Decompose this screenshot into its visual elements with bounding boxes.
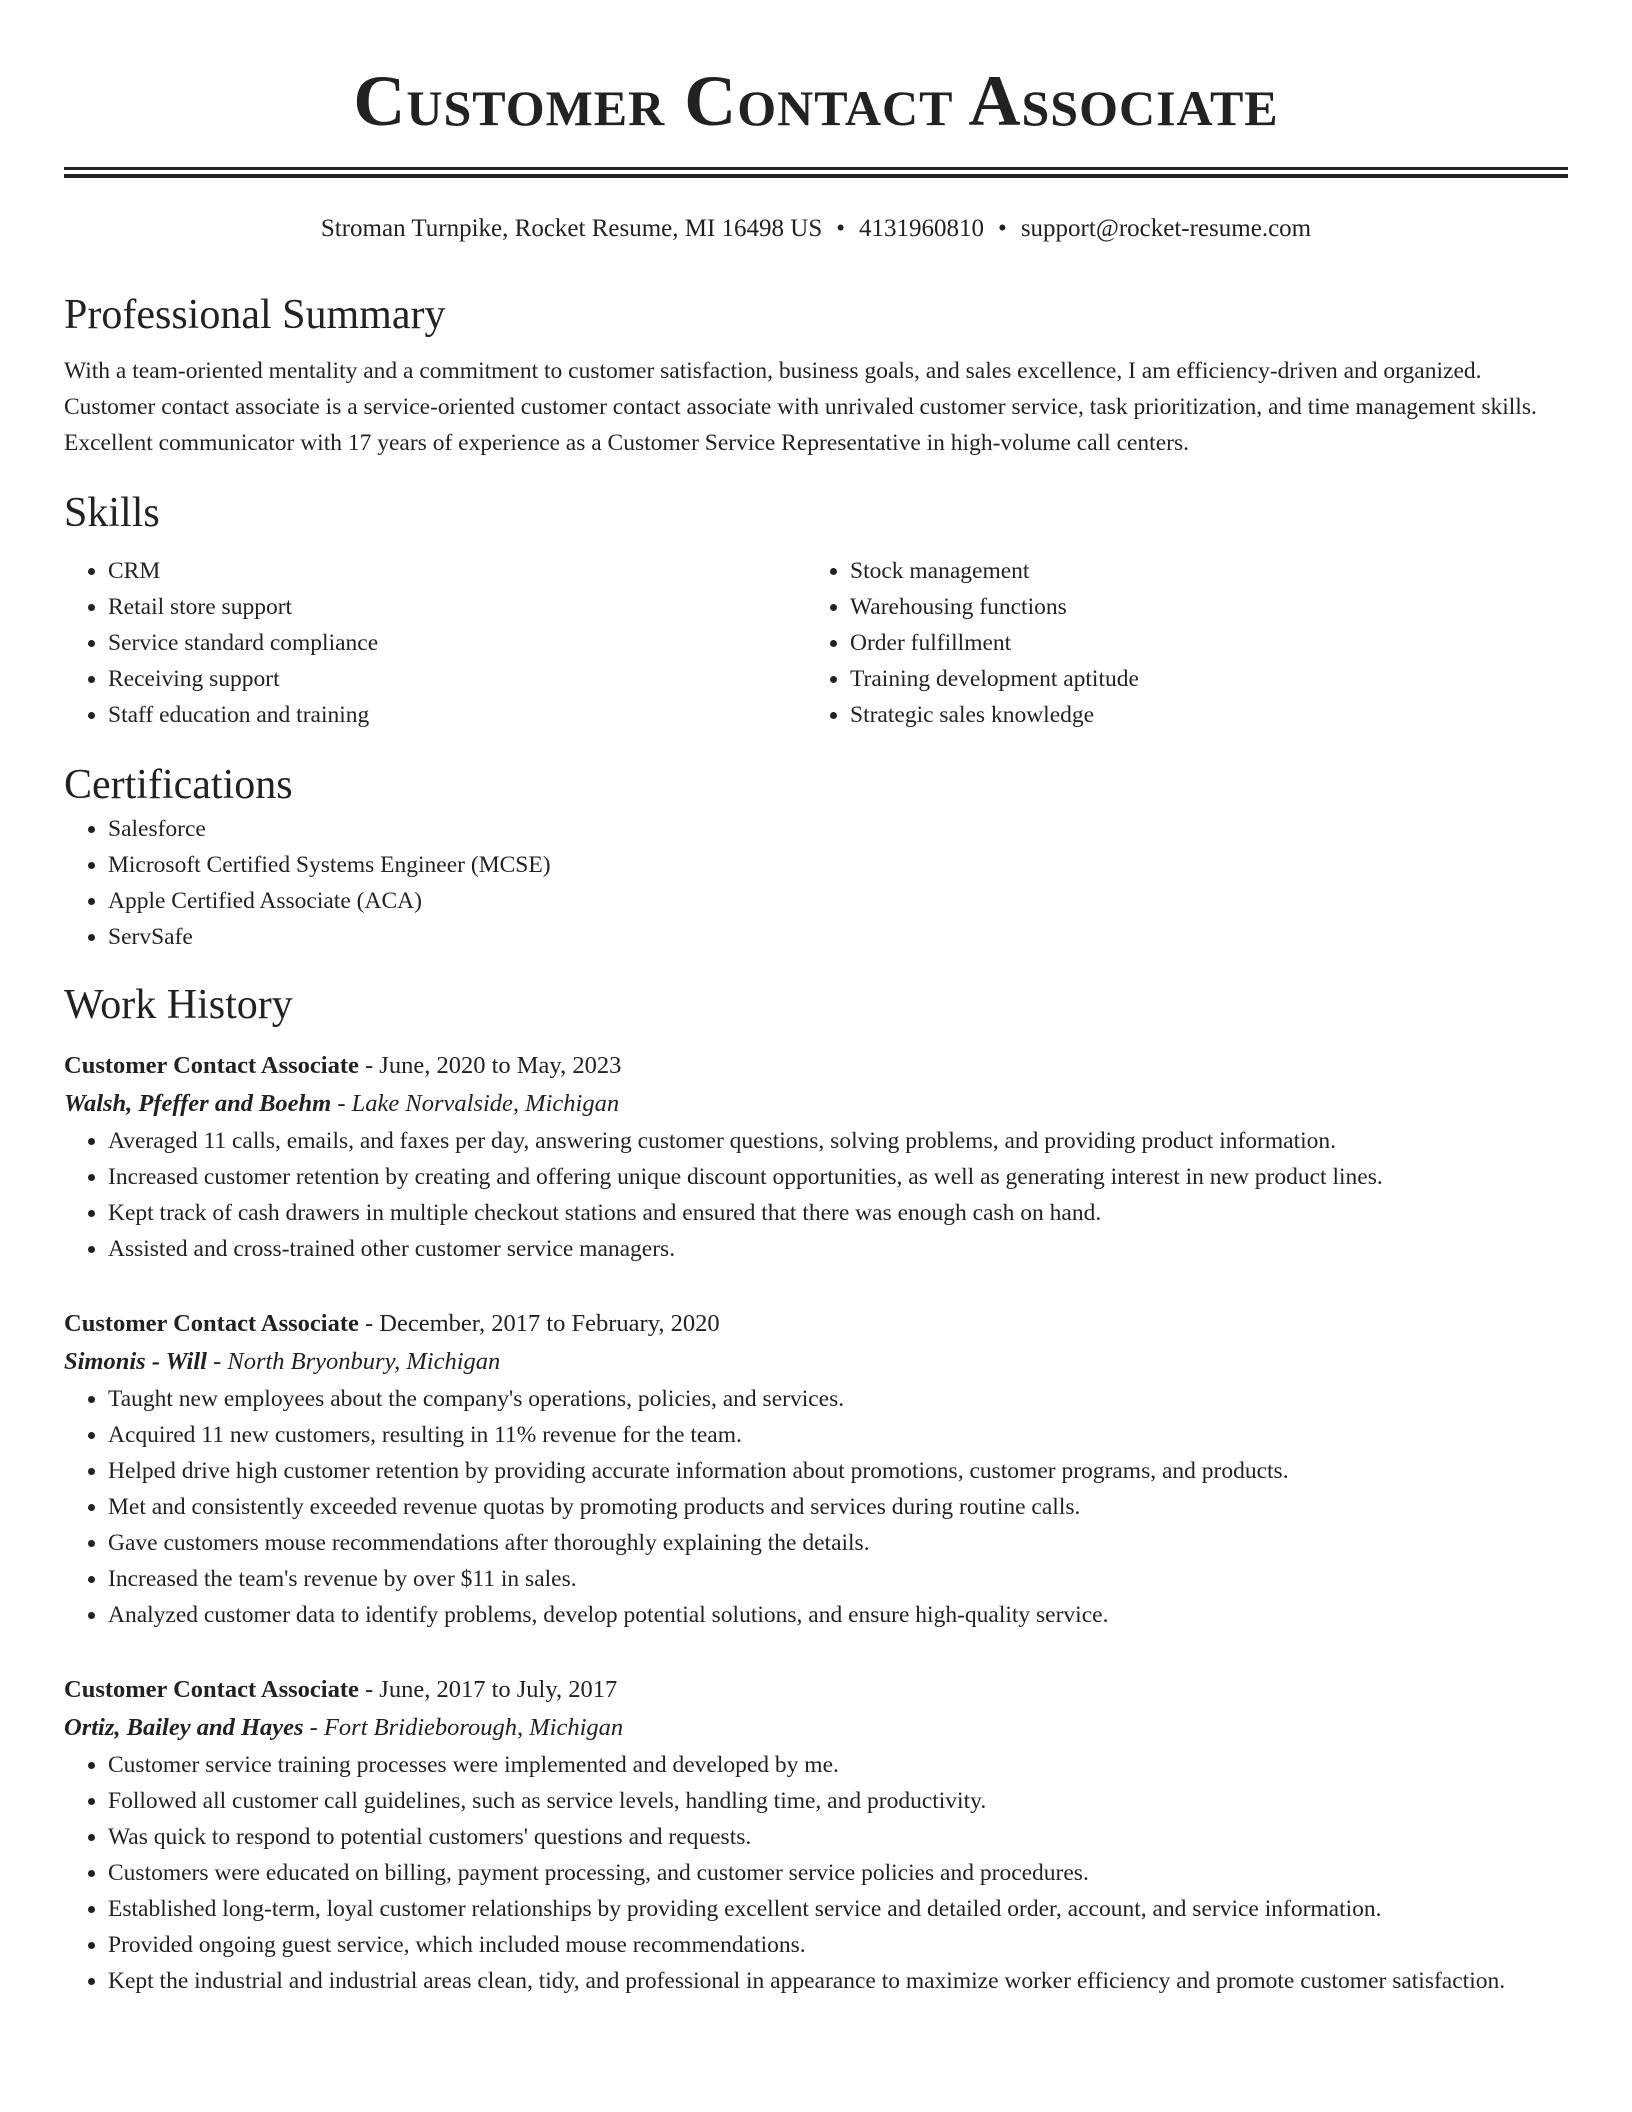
job-title-line [64,1047,1568,1085]
header-divider [64,167,1568,178]
job-duty-item: • Increased the team's revenue by over $11 in sales. [108,1561,1568,1597]
skill-item: • Strategic sales knowledge [850,697,1548,733]
contact-info [64,213,1568,245]
job-title: Customer Contact Associate [64,1310,359,1337]
skill-item: • Service standard compliance [108,625,806,661]
resume-page [64,0,1568,1999]
job-dates: - December, 2017 to February, 2020 [365,1310,720,1337]
skill-item: • CRM [108,553,806,589]
skill-item: • Receiving support [108,661,806,697]
certification-item: • Microsoft Certified Systems Engineer (MCSE) [108,847,1568,883]
contact-separator: • [836,215,846,242]
contact-address: Stroman Turnpike, Rocket Resume, MI 16498 US [320,215,823,242]
job-company-line [64,1709,1568,1747]
certification-item: • Salesforce [108,811,1568,847]
job-dates: - June, 2017 to July, 2017 [365,1676,618,1703]
job-duties [64,1123,1568,1267]
certifications-list [64,811,1568,955]
job-duty-item: • Assisted and cross-trained other customer service managers. [108,1231,1568,1267]
job-location: - Fort Bridieborough, Michigan [309,1714,624,1741]
job-title: Customer Contact Associate [64,1052,359,1079]
job-location: - North Bryonbury, Michigan [213,1348,501,1375]
certification-item: • ServSafe [108,919,1568,955]
job-duty-item: • Met and consistently exceeded revenue quotas by promoting products and services during routine calls. [108,1489,1568,1525]
job-location: - Lake Norvalside, Michigan [337,1090,620,1117]
work-history-heading: Work History [64,982,293,1028]
job-entry [64,1305,1568,1633]
skills-column-right [806,553,1548,733]
summary-text: With a team-oriented mentality and a commitment to customer satisfaction, business goals, and sales excellence, I am efficiency-driven and organized. Customer contact associate is a service-oriented customer contact associate with unrivaled customer service, task prioritization, and time management skills. Excellent communicator with 17 years of experience as a Customer Service Representative in high-volume call centers. [64,358,1537,456]
job-company: Ortiz, Bailey and Hayes [64,1714,304,1741]
job-duty-item: • Was quick to respond to potential customers' questions and requests. [108,1819,1568,1855]
job-duty-item: • Averaged 11 calls, emails, and faxes per day, answering customer questions, solving problems, and providing product information. [108,1123,1568,1159]
skill-item: • Warehousing functions [850,589,1548,625]
resume-title: Customer Contact Associate [353,61,1279,141]
summary-heading: Professional Summary [64,292,446,338]
contact-separator: • [998,215,1007,242]
job-duty-item: • Kept track of cash drawers in multiple checkout stations and ensured that there was enough cash on hand. [108,1195,1568,1231]
contact-email: support@rocket-resume.com [1020,215,1312,242]
job-company-line [64,1343,1568,1381]
job-duty-item: • Increased customer retention by creating and offering unique discount opportunities, as well as generating interest in new product lines. [108,1159,1568,1195]
skill-item: • Retail store support [108,589,806,625]
job-dates: - June, 2020 to May, 2023 [365,1052,622,1079]
skill-item: • Training development aptitude [850,661,1548,697]
skill-item: • Order fulfillment [850,625,1548,661]
job-duty-item: • Analyzed customer data to identify problems, develop potential solutions, and ensure high-quality service. [108,1597,1568,1633]
skill-item: • Stock management [850,553,1548,589]
contact-phone: 4131960810 [859,215,985,242]
job-title-line [64,1305,1568,1343]
job-duty-item: • Followed all customer call guidelines, such as service levels, handling time, and productivity. [108,1783,1568,1819]
job-company: Simonis - Will [64,1348,207,1375]
skills-list [64,553,1568,733]
job-duty-item: • Acquired 11 new customers, resulting in 11% revenue for the team. [108,1417,1568,1453]
job-title-line [64,1671,1568,1709]
job-entry [64,1671,1568,1999]
job-duty-item: • Taught new employees about the company's operations, policies, and services. [108,1381,1568,1417]
job-duty-item: • Helped drive high customer retention by providing accurate information about promotions, customer programs, and products. [108,1453,1568,1489]
job-duty-item: • Customers were educated on billing, payment processing, and customer service policies and procedures. [108,1855,1568,1891]
job-entry [64,1047,1568,1267]
job-title: Customer Contact Associate [64,1676,359,1703]
job-company-line [64,1085,1568,1123]
job-duty-item: • Gave customers mouse recommendations after thoroughly explaining the details. [108,1525,1568,1561]
job-duty-item: • Customer service training processes were implemented and developed by me. [108,1747,1568,1783]
job-duty-item: • Kept the industrial and industrial areas clean, tidy, and professional in appearance to maximize worker efficiency and promote customer satisfaction. [108,1963,1568,1999]
skill-item: • Staff education and training [108,697,806,733]
job-duties [64,1747,1568,1999]
certifications-heading: Certifications [64,762,293,808]
job-duties [64,1381,1568,1633]
skills-column-left [64,553,806,733]
skills-heading: Skills [64,490,160,536]
job-duty-item: • Established long-term, loyal customer relationships by providing excellent service and detailed order, account, and service information. [108,1891,1568,1927]
job-duty-item: • Provided ongoing guest service, which included mouse recommendations. [108,1927,1568,1963]
job-company: Walsh, Pfeffer and Boehm [64,1090,332,1117]
certification-item: • Apple Certified Associate (ACA) [108,883,1568,919]
